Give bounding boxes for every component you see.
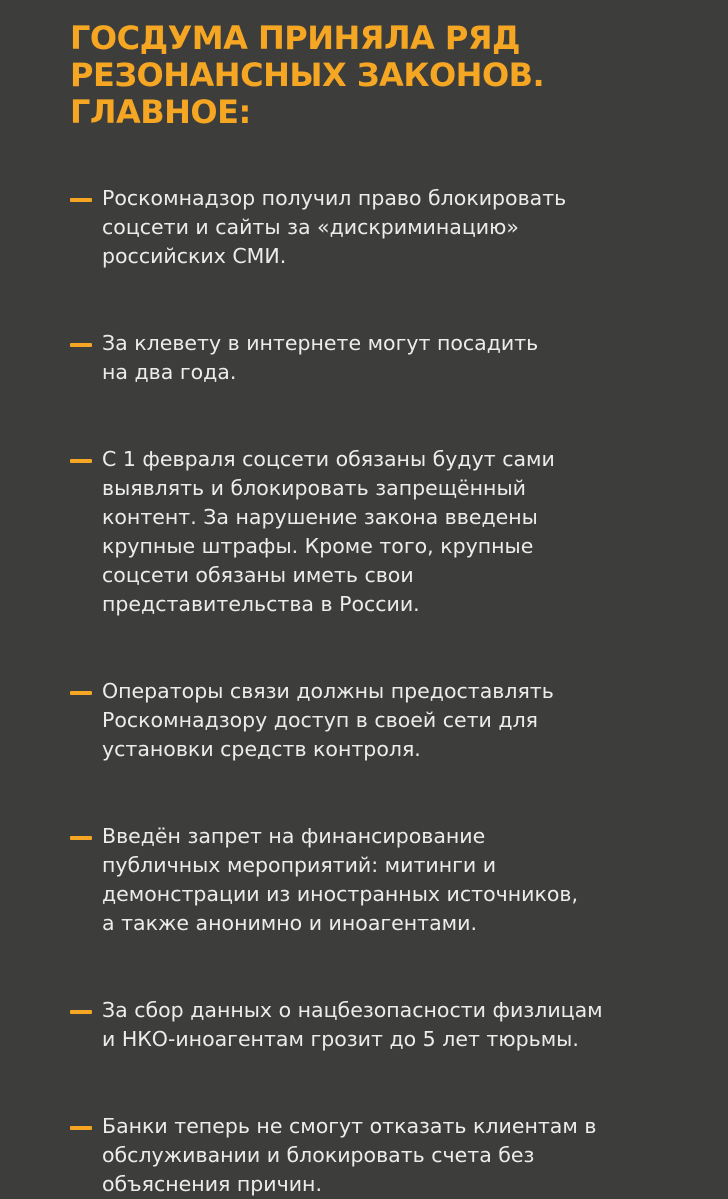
dash-icon [70, 459, 92, 463]
dash-icon [70, 198, 92, 202]
list-item-text: Банки теперь не смогут отказать клиентам в обслуживании и блокировать счета без объяснения причин. [102, 1114, 597, 1196]
list-item-text: За сбор данных о нацбезопасности физлицам и НКО-иноагентам грозит до 5 лет тюрьмы. [102, 998, 603, 1051]
dash-icon [70, 343, 92, 347]
list-item [70, 677, 688, 764]
list-item-text: С 1 февраля соцсети обязаны будут сами выявлять и блокировать запрещённый контент. За нарушение закона введены крупные штрафы. Кроме того, крупные соцсети обязаны иметь свои представительства в России. [102, 447, 555, 616]
list-item [70, 996, 688, 1054]
list-item-text: Операторы связи должны предоставлять Роскомнадзору доступ в своей сети для установки средств контроля. [102, 679, 554, 761]
list-item [70, 184, 688, 271]
list-item [70, 329, 688, 387]
dash-icon [70, 1126, 92, 1130]
list-item-text: За клевету в интернете могут посадить на два года. [102, 331, 539, 384]
summary-list [70, 184, 688, 1199]
list-item [70, 822, 688, 938]
dash-icon [70, 836, 92, 840]
list-item-text: Роскомнадзор получил право блокировать соцсети и сайты за «дискриминацию» российских СМИ. [102, 186, 567, 268]
list-item-text: Введён запрет на финансирование публичных мероприятий: митинги и демонстрации из иностранных источников, а также анонимно и иноагентами. [102, 824, 578, 935]
dash-icon [70, 1010, 92, 1014]
list-item [70, 445, 688, 619]
headline: ГОСДУМА ПРИНЯЛА РЯД РЕЗОНАНСНЫХ ЗАКОНОВ. ГЛАВНОЕ: [70, 19, 545, 131]
list-item [70, 1112, 688, 1199]
dash-icon [70, 691, 92, 695]
